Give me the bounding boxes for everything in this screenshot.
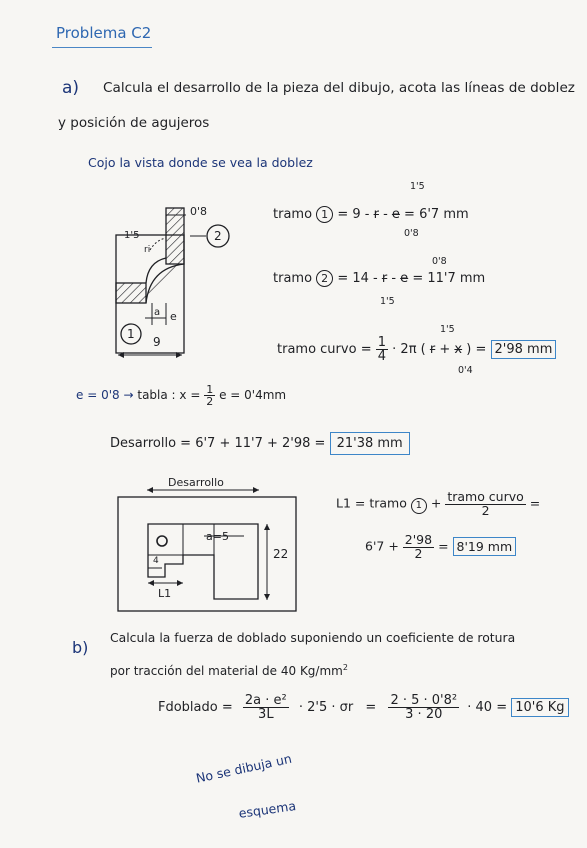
tramo2-equation: tramo 2 = 14 - r - e = 11'7 mm xyxy=(273,271,486,286)
L1-circle-number: 1 xyxy=(411,498,427,514)
fuerza-result: 10'6 Kg xyxy=(511,698,568,717)
tramo1-strike-e: e xyxy=(391,207,400,222)
L1-equation-line2: 6'7 + $\frac{2'98}{2}$ = 8'19 mm xyxy=(365,534,516,560)
tramo2-e-value: 0'8 xyxy=(432,256,447,267)
fuerza-fraction-1: $\frac{\text{2a · e²}}{3L}$ xyxy=(244,693,287,722)
fuerza-doblado-formula: Fdoblado = $\frac{\text{2a · e²}}{3L}$ · 2'5 · σr = $\frac{\text{2 · 5 · 0'8²}}{3 \cdot 20}$ · 40 = 10'6 Kg xyxy=(158,694,569,721)
tramo1-result: = 6'7 mm xyxy=(404,207,469,222)
tramo2-expr: = 14 - xyxy=(337,271,382,286)
tramo-curvo-ri-value: 1'5 xyxy=(440,324,455,335)
fuerza-lhs: Fdoblado = xyxy=(158,700,233,715)
part-b-marker: b) xyxy=(72,638,89,657)
L1-fraction: $\frac{\text{tramo curvo}}{2}$ xyxy=(447,489,524,518)
fig1-circle1-label: 1 xyxy=(127,327,135,341)
L1-line2-fraction: $\frac{2'98}{2}$ xyxy=(404,532,433,561)
fig1-ri-label: ri xyxy=(144,245,151,255)
tramo2-radius-value: 1'5 xyxy=(380,296,395,307)
part-b-statement-line1: Calcula la fuerza de doblado suponiendo un coeficiente de rotura xyxy=(110,630,516,645)
tramo1-label: tramo xyxy=(273,207,313,222)
e-table-fraction: $\frac{1}{2}$ xyxy=(206,383,214,408)
tramo1-expr: = 9 - xyxy=(337,207,374,222)
tramo1-strike-radius: r xyxy=(373,207,379,222)
L1-equation: L1 = tramo 1 + $\frac{\text{tramo curvo}}{2}$ = xyxy=(336,489,541,518)
tramo-curvo-fraction: $\frac{1}{4}$ xyxy=(377,335,387,364)
part-a-statement-line2: y posición de agujeros xyxy=(58,115,210,131)
problem-title: Problema C2 xyxy=(56,24,152,42)
fig1-width-label: 9 xyxy=(153,335,161,349)
tramo-curvo-x-value: 0'4 xyxy=(458,365,473,376)
tramo2-label: tramo xyxy=(273,271,313,286)
tramo1-equation: tramo 1 = 9 - r - e = 6'7 mm xyxy=(273,207,469,222)
fig2-desarrollo-label: Desarrollo xyxy=(168,476,224,489)
fig2-L1-label: L1 xyxy=(158,587,172,600)
e-table-line: e = 0'8 → tabla : x = $\frac{1}{2}$ e = 0'4mm xyxy=(76,383,287,408)
tramo-curvo-strike-x: x xyxy=(454,342,463,357)
tramo-curvo-strike-r: r xyxy=(429,342,436,357)
fig2-22-label: 22 xyxy=(273,547,289,561)
tramo2-circle-number: 2 xyxy=(316,270,333,287)
tramo2-result: = 11'7 mm xyxy=(412,271,486,286)
part-a-marker: a) xyxy=(62,78,80,98)
tramo1-circle-number: 1 xyxy=(316,206,333,223)
fig1-circle2-label: 2 xyxy=(214,229,222,243)
fig1-thickness-label: 0'8 xyxy=(190,205,208,218)
fig1-radius-label: 1'5 xyxy=(124,230,140,241)
tramo-curvo-equation: tramo curvo = $\frac{1}{4}$ · 2π ( r + x ) = 2'98 mm xyxy=(277,336,556,363)
tramo1-e-value: 0'8 xyxy=(404,228,419,239)
part-a-note: Cojo la vista donde se vea la doblez xyxy=(88,155,313,170)
part-b-note-line2: esquema xyxy=(237,798,297,821)
tramo2-strike-e: e xyxy=(400,271,409,286)
part-a-statement-line1: Calcula el desarrollo de la pieza del dibujo, acota las líneas de doblez xyxy=(103,80,575,96)
fig2-4-label: 4 xyxy=(153,556,159,566)
fig2-a5-label: a=5 xyxy=(206,530,229,543)
fig1-e-label: e xyxy=(170,310,177,323)
desarrollo-result: 21'38 mm xyxy=(330,432,410,455)
L1-result: 8'19 mm xyxy=(453,537,517,556)
tramo1-radius-value: 1'5 xyxy=(410,181,425,192)
fuerza-fraction-2: $\frac{\text{2 · 5 · 0'8²}}{3 \cdot 20}$ xyxy=(390,693,458,722)
fig1-a-label: a xyxy=(154,307,161,318)
tramo-curvo-label: tramo curvo xyxy=(277,342,357,357)
tramo2-strike-radius: r xyxy=(381,271,388,286)
part-b-statement-line2: por tracción del material de 40 $Kg/mm^2$ xyxy=(110,663,348,678)
part-b-note-line1: No se dibuja un xyxy=(194,750,293,786)
desarrollo-total: Desarrollo = 6'7 + 11'7 + 2'98 = 21'38 mm xyxy=(110,437,410,450)
tramo-curvo-result: 2'98 mm xyxy=(491,340,557,359)
